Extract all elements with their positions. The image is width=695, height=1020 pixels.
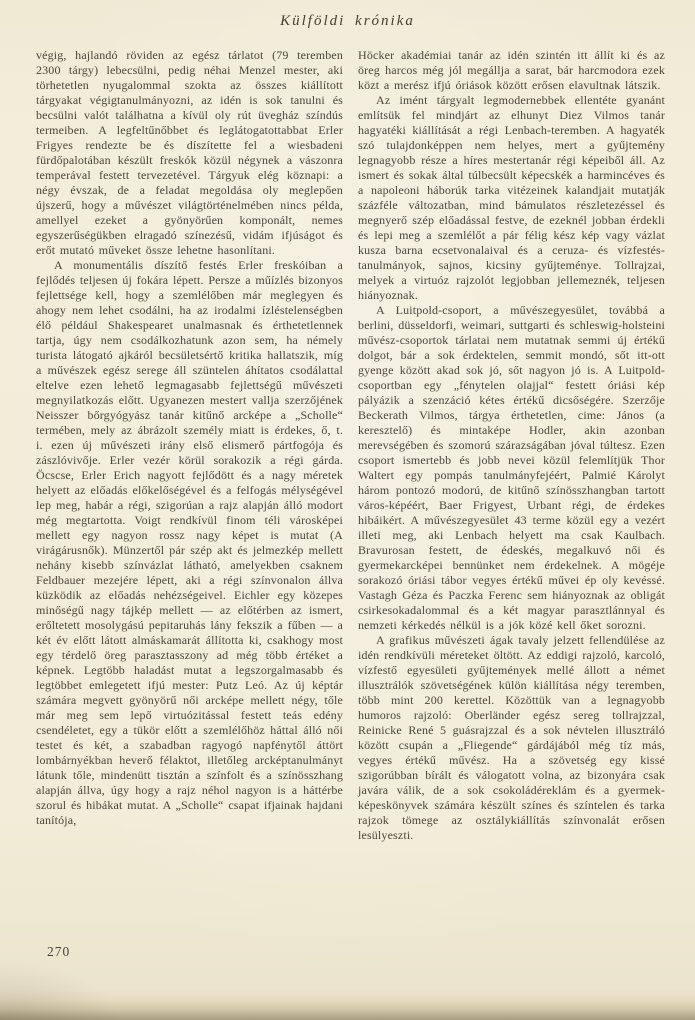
page-header-title: Külföldi krónika — [280, 13, 415, 29]
page-number: 270 — [47, 944, 71, 959]
paragraph: Az imént tárgyalt legmodernebbek ellentéte gyanánt említsük fel mindjárt az elhunyt Diez Vilmos tanár hagyatéki kiállítását a régi Lenbach-teremben. A hagyaték szó tulajdonképpen nem helyes, mert a gyűjtemény legnagyobb része a híres mestertanár régi képeiből áll. Az ismert és sokak által túlbecsült képecskék a harmincéves és a napoleoni háborúk tarka vitézeinek kalandjait mutatják százféle változatban, mind bámulatos részletezéssel és megnyerő szép előadással festve, de ezeknél jobban érdekli és lepi meg a szemlélőt a pár félig kész kép vagy vázlat kusza barna ecsetvonalaival és a ceruza- és vízfestés-tanulmányok, sajnos, kicsiny gyűjteménye. Tollrajzai, melyek a virtuóz rajzolót legjobban jellemeznék, teljesen hiányoznak. — [358, 93, 665, 302]
column-left — [36, 48, 343, 843]
paragraph: A Luitpold-csoport, a művészegyesület, továbbá a berlini, düsseldorfi, weimari, suttgarti és schleswig-holsteini művész-csoportok tárlatai nem mutatnak semmi új értékű dolgot, bár a sok érdektelen, semmit mondó, sőt itt-ott gyenge között akad sok jó, sőt nagyon jó is. A Luitpold-csoportban egy „fénytelen olajjal“ festett óriási kép pályázik a szenzáció kétes értékű dicsőségére. Szerzője Beckerath Vilmos, tárgya érthetetlen, cime: János (a keresztelő) és mintaképe Hodler, akin azonban merevségében és szomorú szárazságában jóval túltesz. Ezen csoport ismertebb és jobb nevei közül felemlítjük Thor Waltert egy pompás tanulmányfejéért, Palmié Károlyt három pontozó modorú, de kitűnő színösszhangban tartott város-képéért, Baer Frigyest, Urbant régi, de érdekes hibáikért. A művészegyesület 43 terme közül egy a vezért illeti meg, aki Lenbach helyett ma csak Kaulbach. Bravurosan festett, de édeskés, megalkuvó női és gyermekarcképei bennünket nem érdekelnek. A mögéje sorakozó óriási tábor vegyes értékű művei ép oly kevéssé. Vastagh Géza és Paczka Ferenc sem hiányoznak az obligát csirkesokadalommal és a két magyar parasztlánnyal és nemzeti kérkedés nélkül is a jók közé kell őket sorozni. — [358, 303, 665, 632]
page-header — [0, 0, 695, 42]
paragraph: A monumentális díszítő festés Erler freskóiban a fejlődés teljesen új fokára lépett. Persze a műízlés bizonyos fejlettsége kell, hogy a szemlélőben már meglegyen és ahogy nem lehet csodálni, ha az irodalmi ízléstelenségben élő például Shakespearet unalmasnak és érthetetlennek tartja, úgy nem csodálkozhatunk azon sem, ha némely turista látogató ajkáról becsületsértő kritika hallatszik, míg a művészek egész serege áll szüntelen áhítatos csodálattal eltelve ezen lehető legmagasabb fejlettségű művészeti megnyilatkozás előtt. Ugyanezen mestert vallja szerzőjének Neisszer bőrgyógyász tanár kitűnő arcképe a „Scholle“ termében, mely az ábrázolt személy miatt is érdekes, ő, t. i. ezen új művészeti irány első elismerő pártfogója és zászlóvivője. Erler vezér körül sorakozik a régi gárda. Öcscse, Erler Erich nagyott fejlődött és a nagy méretek helyett az előadás előkelőségével és a felfogás mélységével lep meg, habár a régi, szigorúan a rajz alapján álló modort még megtartotta. Voigt rendkívül finom téli városképei mellett egy nagyon rossz nagy képet is mutat (A virágárusnők). Münzertől pár szép akt és jelmezkép mellett nehány kisebb színvázlat látható, amelyekben csaknem Feldbauer mezejére lépett, aki a régi színvonalon állva küzködik az előadás nehézségeivel. Eichler egy közepes minőségű nagy tájkép mellett — az előtérben az ismert, erőltetett mosolygású pepitaruhás lány fekszik a fűben — a két év előtt látott almáskamarát állította ki, csakhogy most egy térdelő öreg parasztasszony ad még több értéket a képnek. Legtöbb haladást mutat a legszorgalmasabb és legtöbbet emlegetett ifjú mester: Putz Leó. Az új képtár számára megvett gyönyörű női arcképe mellett négy, tőle már meg sem lepő virtuózitással festett teás edény csendéletet, egy a tükör előtt a szemlélőhöz háttal álló női testet és két, a szabadban ragyogó napfénytől áttört lombárnyékban heverő félaktot, illetőleg arcképtanulmányt látunk tőle, mindenütt tisztán a színfolt és a színösszhang alapján állva, úgy hogy a rajz néhol nagyon is a háttérbe szorul és hibákat mutat. A „Scholle“ csapat ifjainak hajdani tanítója, — [36, 258, 343, 827]
page-bottom-shadow — [0, 1000, 695, 1020]
paragraph-continuation: végig, hajlandó röviden az egész tárlatot (79 teremben 2300 tárgy) lebecsülni, pedig néhai Menzel mester, aki törhetetlen nyugalommal szokta az összes kiállított tárgyakat végigtanulmányozni, az idén is sok tanulni és becsülni valót találhatna a kívül oly rút üvegház színdús termeiben. A legfeltűnőbbet és leglátogatottabbat Erler Frigyes rendezte be és díszítette fel a wiesbadeni fürdőpalotában készült freskók közül négynek a vászonra temperával festett tervezetével. Tárgyuk elég köznapi: a négy évszak, de a feladat megoldása oly meglepően újszerű, hogy a művészet világtörténelmében nincs példa, amellyel ezeket a gyönyörűen komponált, nemes egyszerűségükben elragadó színezésű, vidám ifjúságot és erőt mutató műveket össze lehetne hasonlítani. — [36, 48, 343, 257]
paragraph: A grafikus művészeti ágak tavaly jelzett fellendülése az idén rendkívüli méreteket öltött. Az eddigi rajzoló, karcoló, vízfestő egyesületi gyűjtemények mellé állott a német illusztrálók szövetségének külön kiállítása négy teremben, több mint 200 kerettel. Közöttük van a legnagyobb humoros rajzoló: Oberländer egész sereg tollrajzzal, Reinicke René 5 guásrajzzal és a sok névtelen illusztráló között csupán a „Fliegende“ gárdájából még tíz más, vegyes értékű művész. Ha a szövetség egy kissé szigorúbban bírált és válogatott volna, az bizonyára csak javára válik, de a sok csokoládéreklám és a gyermek-képeskönyvek számára készült színes és színtelen és tarka rajzok tömege az osztálykiállítás színvonalát erősen lesülyeszti. — [358, 633, 665, 842]
page-corner-shade — [0, 960, 120, 1020]
paragraph-continuation: Höcker akadémiai tanár az idén szintén itt állít ki és az öreg harcos még jól megállja a sarat, bár harcmodora ezek közt a merész ifjú óriások között erősen elavultnak látszik. — [358, 48, 665, 92]
column-right — [358, 48, 665, 843]
text-columns — [0, 42, 695, 843]
